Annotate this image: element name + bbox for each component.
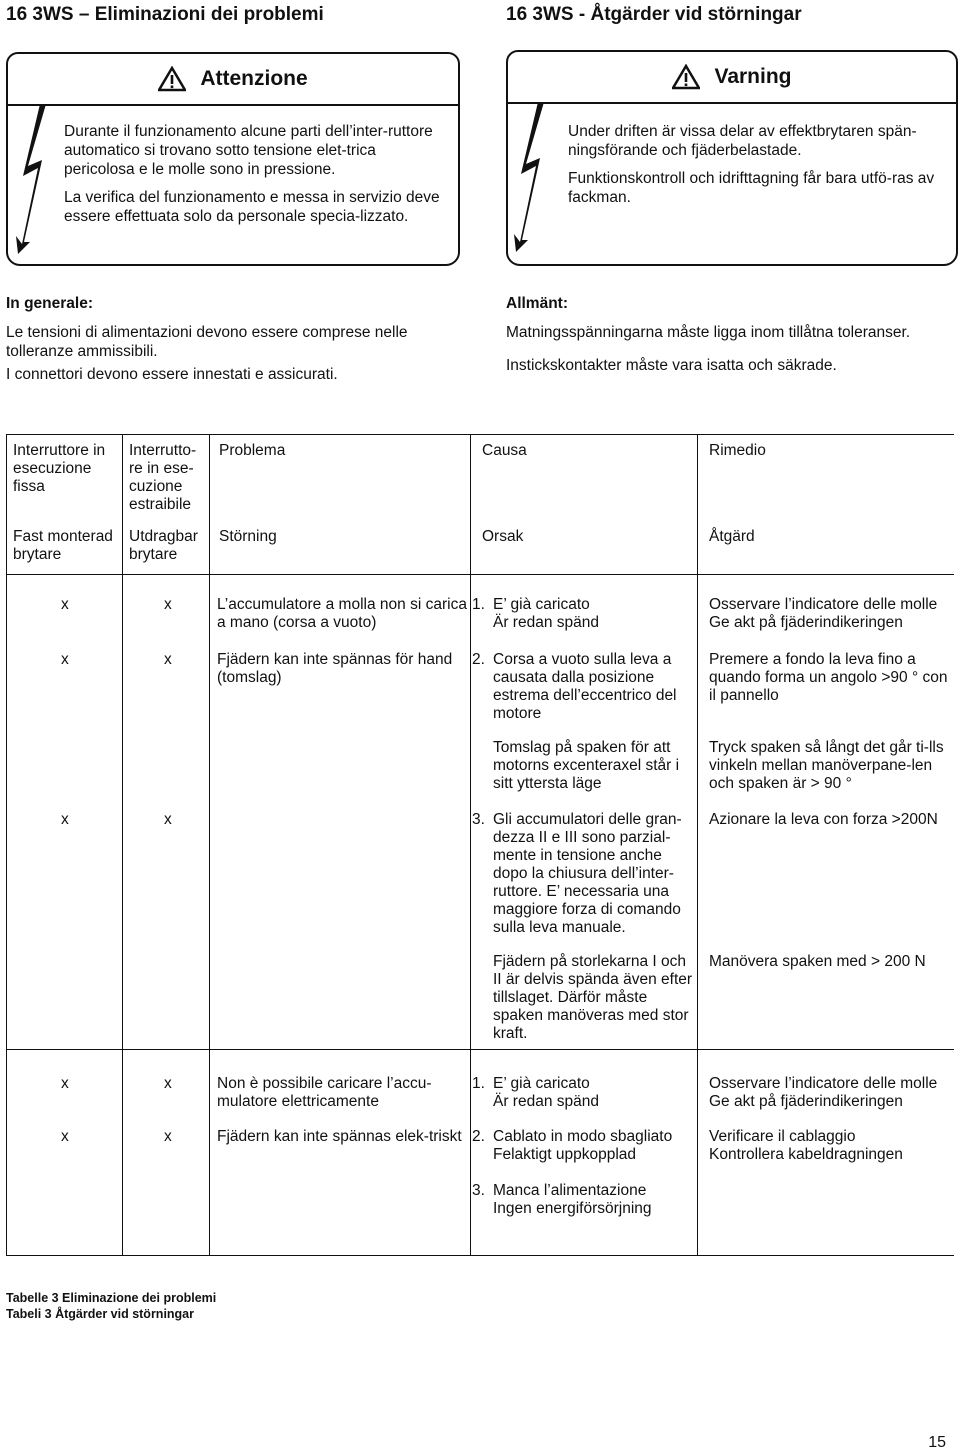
column-divider [209,435,210,1255]
applicability-mark: x [164,811,172,828]
cause-text: Manca l’alimentazione Ingen energiförsörjning [493,1182,652,1217]
section-paragraph: I connettori devono essere innestati e assicurati. [6,366,338,383]
remedy-text: Osservare l’indicatore delle molle Ge akt på fjäderindikeringen [709,596,938,631]
warning-heading-italian: Attenzione [200,67,308,90]
table-caption [6,1290,216,1322]
header-cause-sv: Orsak [482,528,524,545]
cause-text: Gli accumulatori delle gran-dezza II e III sono parzial-mente in tensione anche dopo la chiusura dell’inter-ruttore. E’ necessaria una maggiore forza di comando sulla leva manuale. [493,811,682,936]
warning-text-swedish [568,122,944,216]
caption-line: Tabelle 3 Eliminazione dei problemi [6,1291,217,1305]
section-paragraph: Matningsspänningarna måste ligga inom tillåtna toleranser. [506,324,911,341]
warning-paragraph: La verifica del funzionamento e messa in servizio deve essere effettuata solo da personale specia-lizzato. [64,189,440,225]
cause-number: 1. [472,1075,485,1092]
header-withdrawable-sv: Utdragbar brytare [129,528,198,563]
warning-header-italian [6,52,460,106]
warning-triangle-icon [158,66,186,92]
warning-header-swedish [506,50,958,104]
troubleshooting-table [6,434,954,1256]
cause-number: 3. [472,811,485,828]
cause-number: 3. [472,1182,485,1199]
applicability-mark: x [61,651,69,668]
warning-triangle-icon [672,64,700,90]
problem-text: L’accumulatore a molla non si carica a mano (corsa a vuoto) [217,596,467,631]
header-remedy-it: Rimedio [709,442,766,459]
header-cause-it: Causa [482,442,527,459]
row-divider [7,1049,954,1050]
cause-number: 2. [472,1128,485,1145]
applicability-mark: x [164,651,172,668]
remedy-text: Manövera spaken med > 200 N [709,953,926,970]
cause-text: E’ già caricato Är redan spänd [493,596,599,631]
problem-text: Fjädern kan inte spännas för hand (tomslag) [217,651,453,686]
header-fixed-it: Interruttore in esecuzione fissa [13,442,106,495]
applicability-mark: x [164,1128,172,1145]
applicability-mark: x [61,1128,69,1145]
section-label: In generale: [6,295,93,312]
cause-number: 2. [472,651,485,668]
column-divider [470,435,471,1255]
caption-line: Tabeli 3 Åtgärder vid störningar [6,1307,195,1321]
row-divider [7,574,954,575]
warning-paragraph: Under driften är vissa delar av effektbrytaren spän-ningsförande och fjäderbelastade. [568,123,917,159]
cause-text: Corsa a vuoto sulla leva a causata dalla posizione estrema dell’eccentrico del motore [493,651,677,722]
header-remedy-sv: Åtgärd [709,528,755,545]
page-number: 15 [928,1434,946,1451]
cause-text: Cablato in modo sbagliato Felaktigt uppkopplad [493,1128,673,1163]
cause-number: 1. [472,596,485,613]
title-swedish: 16 3WS - Åtgärder vid störningar [506,4,802,25]
section-paragraph: Instickskontakter måste vara isatta och säkrade. [506,357,837,374]
title-italian: 16 3WS – Eliminazioni dei problemi [6,4,324,25]
lightning-bolt-icon [14,104,48,254]
remedy-text: Azionare la leva con forza >200N [709,811,938,828]
remedy-text: Tryck spaken så långt det går ti-lls vinkeln mellan manöverpane-len och spaken är > 90 ° [709,739,944,792]
header-fixed-sv: Fast monterad brytare [13,528,113,563]
problem-text: Fjädern kan inte spännas elek-triskt [217,1128,462,1145]
applicability-mark: x [61,811,69,828]
section-label: Allmänt: [506,295,568,312]
applicability-mark: x [61,1075,69,1092]
cause-text: Fjädern på storlekarna I och II är delvis spända även efter tillslaget. Därför måste spaken manöveras med stor kraft. [493,953,693,1042]
remedy-text: Verificare il cablaggio Kontrollera kabeldragningen [709,1128,903,1163]
warning-paragraph: Durante il funzionamento alcune parti dell’inter-ruttore automatico si trovano sotto tensione elet-trica pericolosa e le molle sono in pressione. [64,123,433,178]
cause-text: Tomslag på spaken för att motorns excenteraxel står i sitt yttersta läge [493,739,680,792]
column-divider [697,435,698,1255]
warning-text-italian [64,122,444,235]
general-section-italian [6,294,476,388]
warning-heading-swedish: Varning [714,65,792,88]
cause-text: E’ già caricato Är redan spänd [493,1075,599,1110]
problem-text: Non è possibile caricare l’accu-mulatore elettricamente [217,1075,432,1110]
header-withdrawable-it: Interrutto-re in ese-cuzione estraibile [129,442,197,513]
applicability-mark: x [164,596,172,613]
warning-paragraph: Funktionskontroll och idrifttagning får bara utfö-ras av fackman. [568,170,935,206]
applicability-mark: x [61,596,69,613]
remedy-text: Osservare l’indicatore delle molle Ge akt på fjäderindikeringen [709,1075,938,1110]
remedy-text: Premere a fondo la leva fino a quando forma un angolo >90 ° con il pannello [709,651,948,704]
section-paragraph: Le tensioni di alimentazioni devono essere comprese nelle tolleranze ammissibili. [6,324,408,360]
general-section-swedish [506,294,958,379]
lightning-bolt-icon [512,102,546,252]
header-problem-it: Problema [219,442,286,459]
header-problem-sv: Störning [219,528,277,545]
applicability-mark: x [164,1075,172,1092]
